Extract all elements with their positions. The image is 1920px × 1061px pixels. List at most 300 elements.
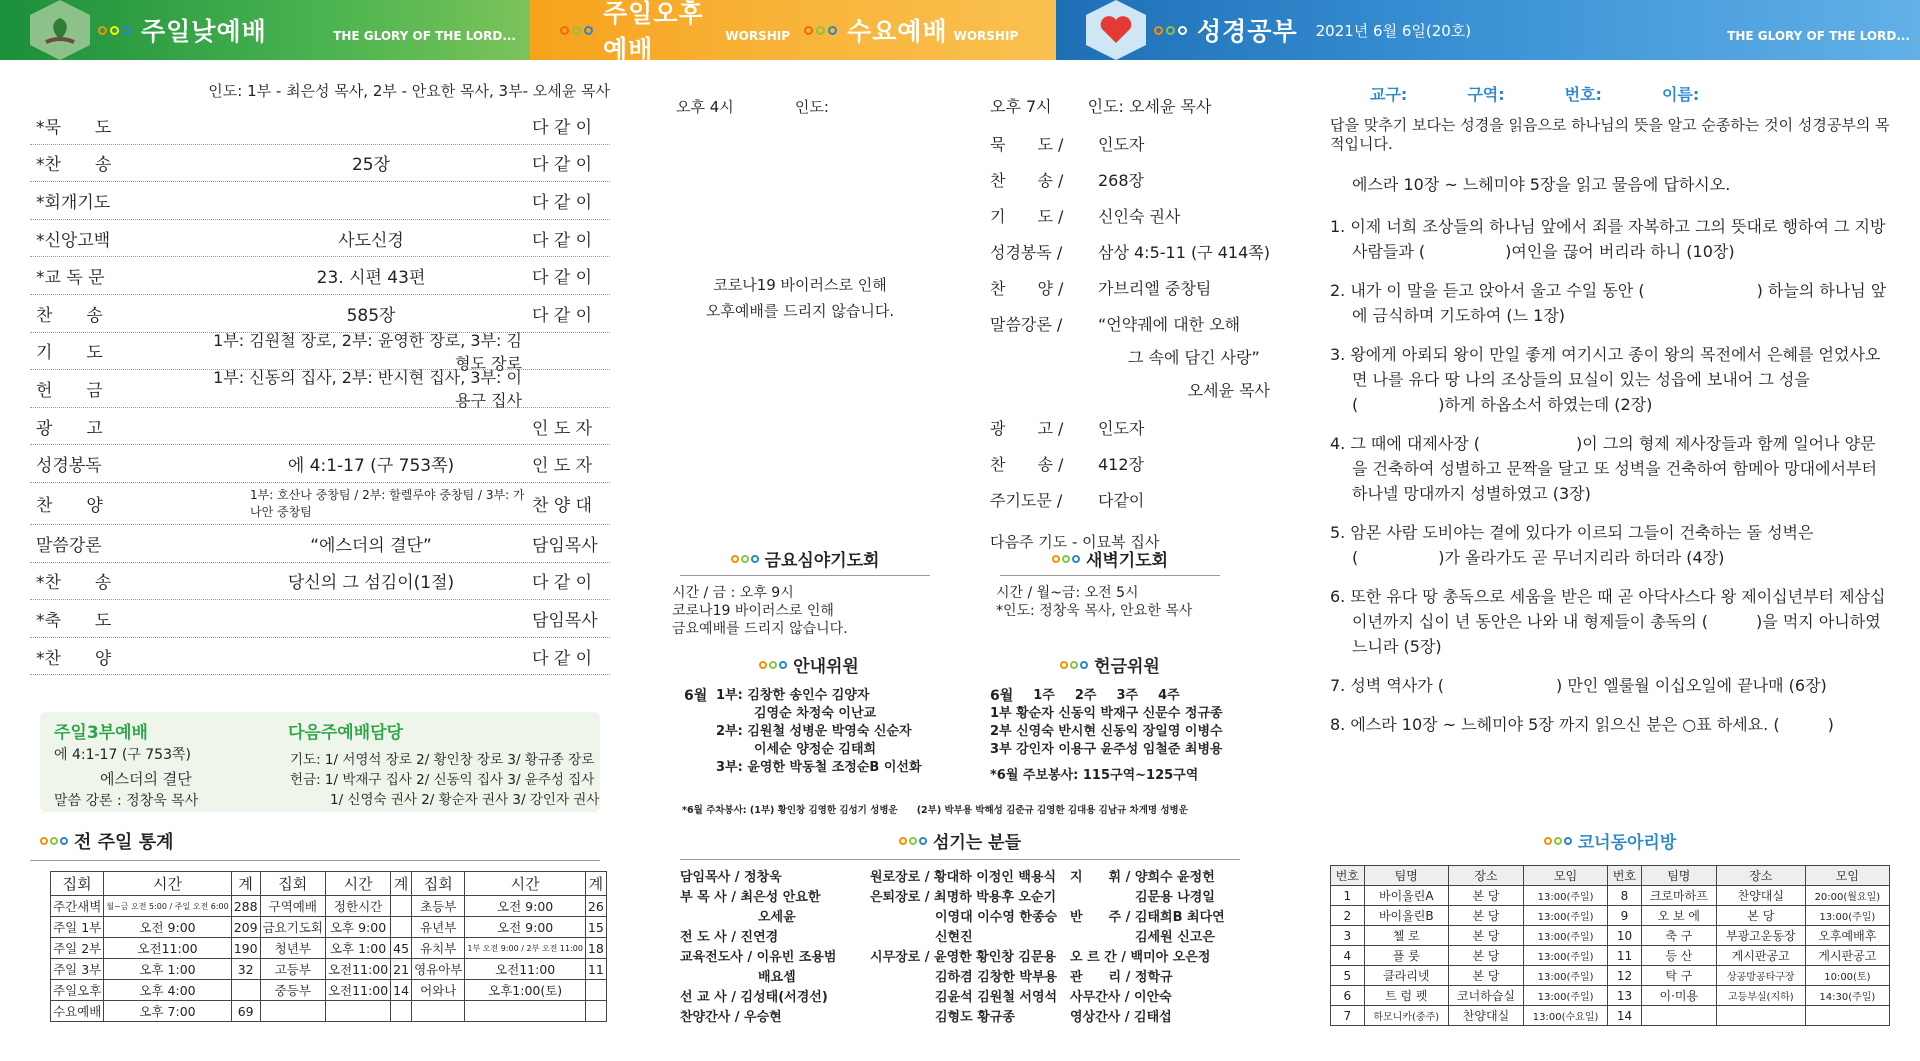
order-row xyxy=(30,483,610,525)
table-cell: 부광고운동장 xyxy=(1716,926,1805,946)
table-cell: 오후 1:00 xyxy=(325,938,390,959)
table-cell: 고등부 xyxy=(260,959,325,980)
dots-icon xyxy=(759,661,787,669)
friday-time: 시간 / 금 : 오후 9시 xyxy=(672,585,794,601)
week-label: 2주 xyxy=(1074,688,1097,703)
order-by: 다 같 이 xyxy=(532,573,593,594)
table-cell: 영유아부 xyxy=(412,959,465,980)
table-cell: 수요예배 xyxy=(51,1001,104,1022)
order-by: 인 도 자 xyxy=(532,456,593,477)
order-name: *신앙고백 xyxy=(36,230,111,251)
wed-order-content: 삼상 4:5-11 (구 414쪽) xyxy=(1098,242,1270,262)
table-cell: 초등부 xyxy=(412,896,465,917)
section-title: 주일오후예배 xyxy=(603,0,704,64)
table-cell xyxy=(391,896,412,917)
order-content: 1부: 김원철 장로, 2부: 윤영한 장로, 3부: 김형도 장로 xyxy=(213,330,522,373)
offering-row: 2부 신영숙 반시현 신동익 장일영 이병수 xyxy=(990,724,1223,739)
wed-order-name: 말씀강론 / xyxy=(990,314,1063,334)
third-sermon: 에스더의 결단 xyxy=(100,770,192,788)
order-row xyxy=(30,257,610,295)
order-name: *묵 도 xyxy=(36,117,112,138)
table-cell: 이·미용 xyxy=(1641,986,1716,1006)
next-offering: 헌금: 1/ 박재구 집사 2/ 신동익 집사 3/ 윤주성 집사 xyxy=(290,772,595,788)
wed-order-row xyxy=(990,481,1300,517)
wed-order-content: 268장 xyxy=(1098,170,1144,190)
order-name: *찬 송 xyxy=(36,573,112,594)
servant-line: 담임목사 / 정창욱 xyxy=(680,870,782,885)
servant-line: 관 리 / 정학규 xyxy=(1070,970,1173,985)
table-cell: 구역예배 xyxy=(260,896,325,917)
table-cell: 트 럼 펫 xyxy=(1364,986,1448,1006)
wed-order-row xyxy=(990,445,1300,481)
wed-order-content: 인도자 xyxy=(1098,418,1145,438)
table-cell: 1 xyxy=(1331,886,1365,906)
sunday-order xyxy=(30,80,610,675)
order-row xyxy=(30,145,610,183)
table-cell: 69 xyxy=(231,1001,260,1022)
table-cell: 오후 4:00 xyxy=(104,980,231,1001)
table-cell: 10 xyxy=(1608,926,1642,946)
table-cell xyxy=(1805,1006,1889,1026)
week-label: 1주 xyxy=(1033,688,1055,703)
afternoon-time: 오후 4시 xyxy=(676,98,734,116)
order-row xyxy=(30,220,610,258)
order-name: *교 독 문 xyxy=(36,268,105,289)
clubs-heading xyxy=(1330,828,1890,857)
table-cell: 주간새벽 xyxy=(51,896,104,917)
table-cell: 13:00(주일) xyxy=(1524,886,1608,906)
table-cell xyxy=(1641,1006,1716,1026)
order-name: 기 도 xyxy=(36,343,103,364)
table-cell: 209 xyxy=(231,917,260,938)
table-row xyxy=(1331,1006,1890,1026)
column-header: 시간 xyxy=(325,872,390,896)
table-cell: 오후 7:00 xyxy=(104,1001,231,1022)
header-sub: WORSHIP xyxy=(953,29,1019,43)
table-cell: 클라리넷 xyxy=(1364,966,1448,986)
table-cell: 오 보 에 xyxy=(1641,906,1716,926)
order-name: 말씀강론 xyxy=(36,535,102,556)
table-cell: 고등부실(지하) xyxy=(1716,986,1805,1006)
order-by: 찬 양 대 xyxy=(532,495,593,516)
table-cell: 7 xyxy=(1331,1006,1365,1026)
dots-icon xyxy=(560,26,593,35)
wed-time: 오후 7시 xyxy=(990,97,1052,116)
table-cell: 탁 구 xyxy=(1641,966,1716,986)
wed-order-content: “언약궤에 대한 오해 xyxy=(1098,314,1241,334)
servants-heading xyxy=(680,828,1240,860)
offering-row: 1부 황순자 신동익 박재구 신문수 정규종 xyxy=(990,706,1223,721)
table-cell: 코너하습실 xyxy=(1448,986,1523,1006)
column-header: 장소 xyxy=(1448,866,1523,886)
order-name: *회개기도 xyxy=(36,192,111,213)
third-ref: 에 4:1-17 (구 753쪽) xyxy=(54,747,191,763)
table-cell: 상공방공타구장 xyxy=(1716,966,1805,986)
friday-note: 코로나19 바이러스로 인해 xyxy=(672,603,834,619)
table-cell: 13:00(주일) xyxy=(1524,966,1608,986)
wed-order-name: 찬 송 / xyxy=(990,454,1064,474)
table-cell: 4 xyxy=(1331,946,1365,966)
bible-questions xyxy=(1330,214,1890,751)
column-header: 집회 xyxy=(51,872,104,896)
table-cell: 크로마하프 xyxy=(1641,886,1716,906)
dots-icon xyxy=(1060,661,1088,669)
table-cell: 14 xyxy=(391,980,412,1001)
table-cell: 32 xyxy=(231,959,260,980)
servant-line: 지 휘 / 양희수 윤정헌 xyxy=(1070,870,1215,885)
order-content: 사도신경 xyxy=(338,230,404,251)
table-row xyxy=(51,1001,607,1022)
wed-next-prayer: 다음주 기도 - 이묘복 집사 xyxy=(990,533,1160,551)
order-name: 찬 양 xyxy=(36,495,103,516)
page-title: 주일낮예배 xyxy=(141,17,267,46)
stats-heading xyxy=(40,828,600,854)
order-content: 23. 시편 43편 xyxy=(316,268,426,289)
wed-order-content: 412장 xyxy=(1098,454,1144,474)
question-item: 5. 암몬 사람 도비야는 곁에 있다가 이르되 그들이 건축하는 돌 성벽은 ( )가 올라가도 곧 무너지리라 하더라 (4장) xyxy=(1330,523,1814,567)
order-row xyxy=(30,563,610,601)
header-sub: THE GLORY OF THE LORD... xyxy=(1727,29,1910,43)
table-cell xyxy=(465,1001,586,1022)
order-row xyxy=(30,445,610,483)
order-by: 다 같 이 xyxy=(532,192,593,213)
table-cell: 주일 3부 xyxy=(51,959,104,980)
wed-order-row xyxy=(990,233,1300,269)
ushers-line: 3부: 윤영한 박동철 조정순B 이선화 xyxy=(716,760,922,775)
wed-order-name: 광 고 / xyxy=(990,418,1064,438)
table-row xyxy=(51,896,607,917)
servant-line: 오세윤 xyxy=(680,910,796,925)
wed-order-content: 신인숙 권사 xyxy=(1098,206,1181,226)
ushers-section xyxy=(684,652,934,777)
table-cell: 13:00(수요일) xyxy=(1524,1006,1608,1026)
bible-instruction: 에스라 10장 ~ 느헤미야 5장을 읽고 물음에 답하시오. xyxy=(1352,175,1731,194)
table-row xyxy=(1331,926,1890,946)
header-afternoon xyxy=(530,0,790,64)
table-cell: 288 xyxy=(231,896,260,917)
wed-order-content: 다같이 xyxy=(1098,490,1145,510)
table-cell: 게시판공고 xyxy=(1716,946,1805,966)
servant-line: 반 주 / 김태희B 최다연 xyxy=(1070,910,1225,925)
table-cell: 오전11:00 xyxy=(465,959,586,980)
table-cell: 26 xyxy=(585,896,606,917)
table-cell: 본 당 xyxy=(1448,886,1523,906)
column-header: 번호 xyxy=(1608,866,1642,886)
servant-line: 사무간사 / 이안숙 xyxy=(1070,990,1172,1005)
table-cell: 오전11:00 xyxy=(325,959,390,980)
table-cell: 플 룻 xyxy=(1364,946,1448,966)
table-cell: 금요기도회 xyxy=(260,917,325,938)
table-cell: 13 xyxy=(1608,986,1642,1006)
table-cell xyxy=(1716,1006,1805,1026)
column-header: 시간 xyxy=(104,872,231,896)
order-row xyxy=(30,182,610,220)
section-title: 성경공부 xyxy=(1197,17,1298,46)
table-cell xyxy=(585,1001,606,1022)
order-content: 에 4:1-17 (구 753쪽) xyxy=(287,456,455,477)
order-content: 1부: 신동의 집사, 2부: 반시현 집사, 3부: 이용구 집사 xyxy=(213,368,522,411)
dots-icon xyxy=(731,555,759,563)
ushers-month: 6월 xyxy=(684,688,708,704)
ushers-line: 1부: 김창한 송인수 김양자 xyxy=(716,688,870,703)
table-cell xyxy=(260,1001,325,1022)
table-cell: 본 당 xyxy=(1716,906,1805,926)
table-cell: 유치부 xyxy=(412,938,465,959)
wed-order-name: 성경봉독 / xyxy=(990,242,1063,262)
table-cell: 15 xyxy=(585,917,606,938)
table-cell: 바이올린A xyxy=(1364,886,1448,906)
third-title: 주일3부예배 xyxy=(54,723,148,743)
table-cell xyxy=(412,1001,465,1022)
order-by: 다 같 이 xyxy=(532,230,593,251)
order-by: 다 같 이 xyxy=(532,305,593,326)
servants-title: 섬기는 분들 xyxy=(932,833,1022,853)
table-cell: 11 xyxy=(585,959,606,980)
dots-icon xyxy=(804,26,837,35)
ushers-line: 이세순 양정순 김태희 xyxy=(754,742,877,757)
ushers-title: 안내위원 xyxy=(793,657,859,677)
wed-order-row xyxy=(990,125,1300,161)
table-cell: 본 당 xyxy=(1448,926,1523,946)
offering-note: *6월 주보봉사: 115구역~125구역 xyxy=(990,768,1199,783)
table-cell: 18 xyxy=(585,938,606,959)
dawn-section xyxy=(996,546,1220,620)
column-header: 시간 xyxy=(465,872,586,896)
column-header: 번호 xyxy=(1331,866,1365,886)
bible-intro: 답을 맞추기 보다는 성경을 읽음으로 하나님의 뜻을 알고 순종하는 것이 성경공부의 목적입니다. xyxy=(1330,116,1890,153)
order-content: 1부: 호산나 중창팀 / 2부: 할렐루야 중창팀 / 3부: 가나안 중창팀 xyxy=(250,488,525,520)
servant-line: 전 도 사 / 진연경 xyxy=(680,930,779,945)
header-sunday-day xyxy=(0,0,530,60)
question-item: 6. 또한 유다 땅 총독으로 세움을 받은 때 곧 아닥사스다 왕 제이십년부터 제삼십이년까지 십이 년 동안은 나와 내 형제들이 총독의 ( )을 먹지 아니하였느니라 (5장) xyxy=(1330,587,1886,656)
next-third: 1/ 신영숙 권사 2/ 황순자 권사 3/ 강인자 권사 xyxy=(330,792,600,808)
order-by: 다 같 이 xyxy=(532,648,593,669)
servant-line: 신현진 xyxy=(870,930,973,945)
offering-heading xyxy=(990,652,1230,681)
order-name: 헌 금 xyxy=(36,380,103,401)
wed-order-row xyxy=(990,197,1300,233)
order-row xyxy=(30,638,610,676)
offering-title: 헌금위원 xyxy=(1094,657,1160,677)
field-name[interactable]: 이름: xyxy=(1661,85,1700,104)
table-cell: 13:00(주일) xyxy=(1524,926,1608,946)
table-row xyxy=(1331,946,1890,966)
wed-order-name: 찬 양 / xyxy=(990,278,1064,298)
table-cell xyxy=(391,917,412,938)
table-cell: 본 당 xyxy=(1448,946,1523,966)
table-cell: 주일 1부 xyxy=(51,917,104,938)
table-row xyxy=(1331,886,1890,906)
order-name: *찬 양 xyxy=(36,648,112,669)
friday-title: 금요심야기도회 xyxy=(764,551,880,571)
header-bible xyxy=(1056,0,1920,60)
table-cell: 어와나 xyxy=(412,980,465,1001)
order-by: 다 같 이 xyxy=(532,155,593,176)
dawn-leader: *인도: 정창욱 목사, 안요한 목사 xyxy=(996,603,1193,619)
table-header-row xyxy=(1331,866,1890,886)
table-cell: 45 xyxy=(391,938,412,959)
friday-section xyxy=(672,546,930,638)
hands-plant-icon xyxy=(30,0,90,60)
issue-date: 2021년 6월 6일(20호) xyxy=(1315,21,1472,40)
wed-leader: 인도: 오세윤 목사 xyxy=(1087,97,1212,116)
order-name: 성경봉독 xyxy=(36,456,102,477)
table-cell: 등 산 xyxy=(1641,946,1716,966)
dawn-title: 새벽기도회 xyxy=(1085,551,1169,571)
header-sub: THE GLORY OF THE LORD... xyxy=(333,29,516,43)
table-row xyxy=(51,917,607,938)
clubs-title: 코너동아리방 xyxy=(1577,833,1677,853)
dots-icon xyxy=(98,26,131,35)
wed-order-content: 인도자 xyxy=(1098,134,1145,154)
table-row xyxy=(51,980,607,1001)
table-cell: 11 xyxy=(1608,946,1642,966)
table-cell: 10:00(토) xyxy=(1805,966,1889,986)
wed-sermon-line2: 그 속에 담긴 사랑” xyxy=(1128,348,1260,367)
table-cell xyxy=(325,1001,390,1022)
ushers-heading xyxy=(684,652,934,681)
wed-order-row xyxy=(990,269,1300,305)
dots-icon xyxy=(1154,26,1187,35)
afternoon-leader: 인도: xyxy=(794,98,829,116)
servant-line: 교육전도사 / 이유빈 조용범 xyxy=(680,950,837,965)
dots-icon xyxy=(899,837,927,845)
table-header-row xyxy=(51,872,607,896)
afternoon-notice xyxy=(640,272,960,324)
table-cell: 오전 9:00 xyxy=(465,917,586,938)
week-label: 4주 xyxy=(1158,688,1180,703)
question-item: 8. 에스라 10장 ~ 느헤미야 5장 까지 읽으신 분은 ○표 하세요. ( ) xyxy=(1330,715,1834,734)
order-by: 다 같 이 xyxy=(532,117,593,138)
table-cell: 축 구 xyxy=(1641,926,1716,946)
table-cell: 2 xyxy=(1331,906,1365,926)
field-district[interactable]: 교구: xyxy=(1370,85,1408,104)
offering-row: 3부 강인자 이용구 윤주성 임철준 최병용 xyxy=(990,742,1223,757)
servant-line: 선 교 사 / 김성태(서경선) xyxy=(680,990,828,1005)
column-header: 모임 xyxy=(1805,866,1889,886)
table-cell: 14 xyxy=(1608,1006,1642,1026)
section-title: 수요예배 xyxy=(847,17,948,46)
table-cell: 바이올린B xyxy=(1364,906,1448,926)
table-cell: 월~금 오전 5:00 / 주일 오전 6:00 xyxy=(104,896,231,917)
order-row xyxy=(30,408,610,446)
table-cell: 21 xyxy=(391,959,412,980)
table-cell: 오전 9:00 xyxy=(104,917,231,938)
next-prayer: 기도: 1/ 서영석 장로 2/ 황인창 장로 3/ 황규종 장로 xyxy=(290,752,595,768)
notice-line: 오후예배를 드리지 않습니다. xyxy=(705,302,895,320)
table-cell xyxy=(585,980,606,1001)
table-cell: 13:00(주일) xyxy=(1805,906,1889,926)
column-header: 집회 xyxy=(412,872,465,896)
table-cell: 첼 로 xyxy=(1364,926,1448,946)
notice-line: 코로나19 바이러스로 인해 xyxy=(713,276,887,294)
order-content: 당신의 그 섬김이(1절) xyxy=(287,573,455,594)
column-header: 계 xyxy=(585,872,606,896)
wed-order-name: 찬 송 / xyxy=(990,170,1064,190)
order-name: 광 고 xyxy=(36,418,103,439)
header-wednesday xyxy=(790,0,1056,60)
question-item: 4. 그 때에 대제사장 ( )이 그의 형제 제사장들과 함께 일어나 양문을 건축하여 성별하고 문짝을 달고 또 성벽을 건축하여 함메아 망대에서부터 하나넬 망대까지 성별하였고 (3장) xyxy=(1330,434,1877,503)
table-row xyxy=(51,959,607,980)
next-title: 다음주예배담당 xyxy=(288,723,403,743)
table-cell xyxy=(391,1001,412,1022)
table-cell: 5 xyxy=(1331,966,1365,986)
column-header: 팀명 xyxy=(1364,866,1448,886)
servant-line: 부 목 사 / 최은성 안요한 xyxy=(680,890,821,905)
question-item: 7. 성벽 역사가 ( ) 만인 엘룰월 이십오일에 끝나매 (6장) xyxy=(1330,676,1827,695)
table-cell: 오전11:00 xyxy=(325,980,390,1001)
field-zone[interactable]: 구역: xyxy=(1467,85,1505,104)
wed-order-content: 가브리엘 중창팀 xyxy=(1098,278,1212,298)
servants-section xyxy=(680,828,1240,1028)
table-cell: 유년부 xyxy=(412,917,465,938)
friday-note: 금요예배를 드리지 않습니다. xyxy=(672,621,848,637)
table-cell: 1부 오전 9:00 / 2부 오전 11:00 xyxy=(465,938,586,959)
field-number[interactable]: 번호: xyxy=(1564,85,1602,104)
volunteer-note: *6월 주차봉사: (1부) 황인창 김영한 김성기 성병운 (2부) 박부용 박해성 김준규 김영한 김대용 김남규 차게명 성병운 xyxy=(682,805,1188,816)
question-item: 3. 왕에게 아뢰되 왕이 만일 좋게 여기시고 종이 왕의 목전에서 은혜를 얻었사오면 나를 유다 땅 나의 조상들의 묘실이 있는 성읍에 보내어 그 성을 ( )하게 하옵소서 하였는데 (2장) xyxy=(1330,345,1881,414)
table-cell: 찬양대실 xyxy=(1448,1006,1523,1026)
table-cell: 본 당 xyxy=(1448,906,1523,926)
column-header: 모임 xyxy=(1524,866,1608,886)
table-cell: 주일오후 xyxy=(51,980,104,1001)
student-fields xyxy=(1370,82,1890,105)
order-name: *찬 송 xyxy=(36,155,112,176)
table-cell: 3 xyxy=(1331,926,1365,946)
column-header: 집회 xyxy=(260,872,325,896)
wed-order-row xyxy=(990,305,1300,341)
ushers-line: 2부: 김원철 성병운 박영숙 신순자 xyxy=(716,724,912,739)
table-cell: 주일 2부 xyxy=(51,938,104,959)
table-cell: 청년부 xyxy=(260,938,325,959)
order-row xyxy=(30,600,610,638)
order-by: 다 같 이 xyxy=(532,268,593,289)
third-service-box xyxy=(40,712,600,812)
order-row xyxy=(30,368,610,411)
table-cell: 13:00(주일) xyxy=(1524,986,1608,1006)
column-header: 계 xyxy=(391,872,412,896)
table-cell: 오후 1:00 xyxy=(104,959,231,980)
servant-line: 김윤석 김원철 서영석 xyxy=(870,990,1058,1005)
afternoon-info xyxy=(676,96,976,117)
order-content: 25장 xyxy=(351,155,391,176)
friday-heading xyxy=(680,546,930,576)
question-item: 2. 내가 이 말을 듣고 앉아서 울고 수일 동안 ( ) 하늘의 하나님 앞에 금식하며 기도하여 (느 1장) xyxy=(1330,281,1887,325)
dots-icon xyxy=(1052,555,1080,563)
order-by: 담임목사 xyxy=(532,535,598,556)
table-row xyxy=(1331,966,1890,986)
wed-order-row xyxy=(990,161,1300,197)
servant-line: 원로장로 / 황대하 이정인 백용식 xyxy=(870,870,1057,885)
third-preacher: 말씀 강론 : 정창욱 목사 xyxy=(54,793,199,809)
servant-line: 김형도 황규종 xyxy=(870,1010,1015,1025)
servant-line: 김하겸 김창한 박부용 xyxy=(870,970,1058,985)
servant-line: 김세원 신고은 xyxy=(1070,930,1215,945)
table-cell: 13:00(주일) xyxy=(1524,946,1608,966)
wed-order xyxy=(990,94,1300,552)
servant-line: 찬양간사 / 우승현 xyxy=(680,1010,782,1025)
table-cell: 20:00(월요일) xyxy=(1805,886,1889,906)
servant-line: 배요셉 xyxy=(680,970,796,985)
question-item: 1. 이제 너희 조상들의 하나님 앞에서 죄를 자복하고 그의 뜻대로 행하여 그 지방 사람들과 ( )여인을 끊어 버리라 하니 (10장) xyxy=(1330,217,1886,261)
column-header: 팀명 xyxy=(1641,866,1716,886)
table-cell: 190 xyxy=(231,938,260,959)
table-cell: 하모니카(중주) xyxy=(1364,1006,1448,1026)
servant-line: 은퇴장로 / 최명하 박용후 오순기 xyxy=(870,890,1057,905)
table-cell: 찬양대실 xyxy=(1716,886,1805,906)
table-cell: 본 당 xyxy=(1448,966,1523,986)
dots-icon xyxy=(40,837,68,845)
